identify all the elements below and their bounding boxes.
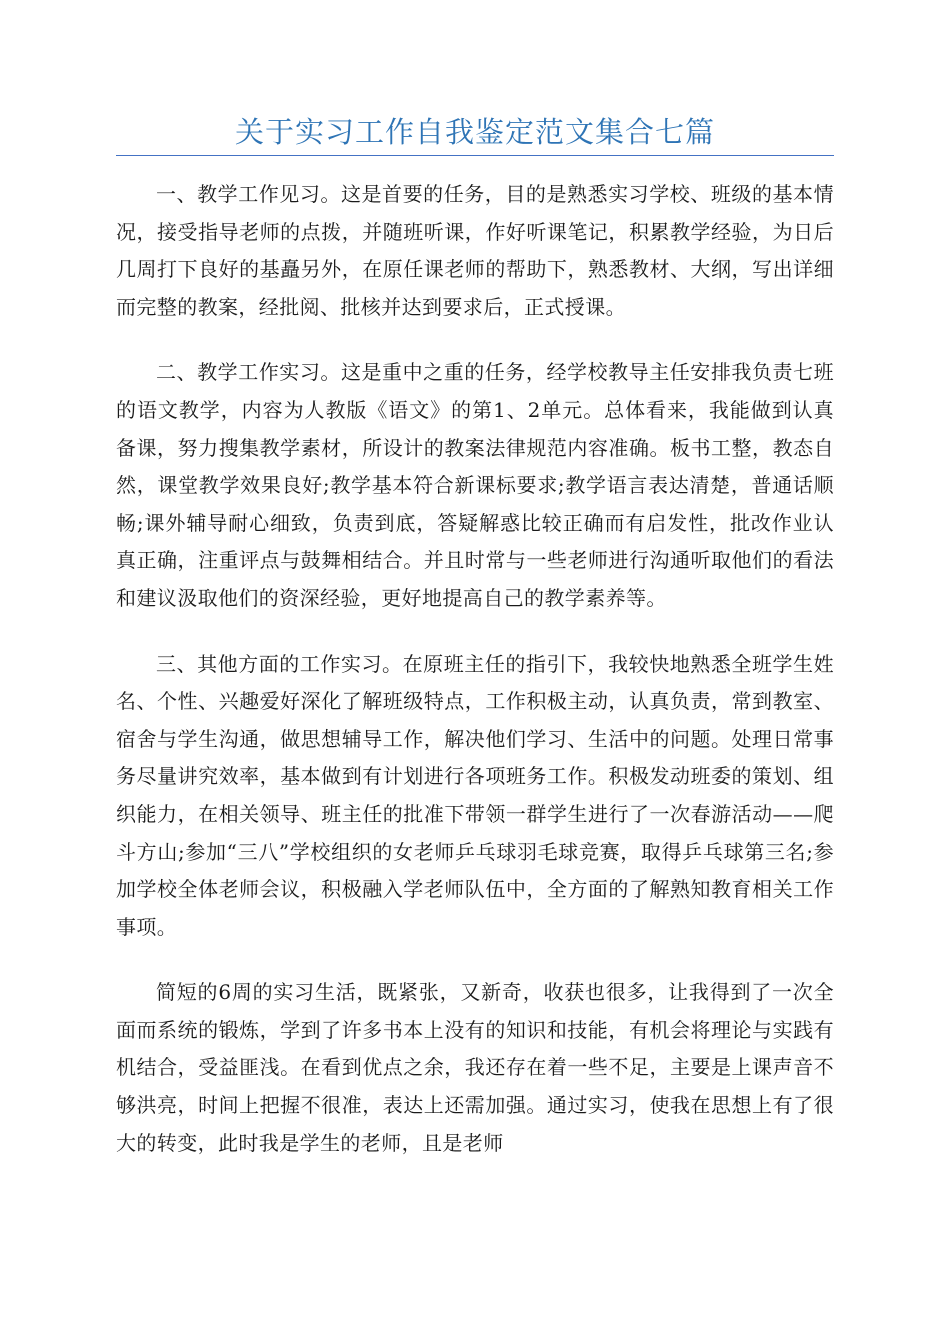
paragraph-3: 三、其他方面的工作实习。在原班主任的指引下，我较快地熟悉全班学生姓名、个性、兴趣爱好深化了解班级特点，工作积极主动，认真负责，常到教室、宿舍与学生沟通，做思想辅导工作，解决他们学习、生活中的问题。处理日常事务尽量讲究效率，基本做到有计划进行各项班务工作。积极发动班委的策划、组织能力，在相关领导、班主任的批准下带领一群学生进行了一次春游活动——爬斗方山;参加“三八”学校组织的女老师乒乓球羽毛球竞赛，取得乒乓球第三名;参加学校全体老师会议，积极融入学老师队伍中，全方面的了解熟知教育相关工作事项。	[116, 651, 834, 939]
paragraph-2: 二、教学工作实习。这是重中之重的任务，经学校教导主任安排我负责七班的语文教学，内容为人教版《语文》的第1、2单元。总体看来，我能做到认真备课，努力搜集教学素材，所设计的教案法律规范内容准确。板书工整，教态自然，课堂教学效果良好;教学基本符合新课标要求;教学语言表达清楚，普通话顺畅;课外辅导耐心细致，负责到底，答疑解惑比较正确而有启发性，批改作业认真正确，注重评点与鼓舞相结合。并且时常与一些老师进行沟通听取他们的看法和建议汲取他们的资深经验，更好地提高自己的教学素养等。	[116, 360, 834, 610]
paragraph-1: 一、教学工作见习。这是首要的任务，目的是熟悉实习学校、班级的基本情况，接受指导老师的点拨，并随班听课，作好听课笔记，积累教学经验，为日后几周打下良好的基矗另外，在原任课老师的帮助下，熟悉教材、大纲，写出详细而完整的教案，经批阅、批核并达到要求后，正式授课。	[116, 182, 834, 319]
document-title: 关于实习工作自我鉴定范文集合七篇	[234, 115, 715, 149]
document-body	[116, 176, 834, 1190]
title-underline	[116, 155, 834, 156]
paragraph-4: 简短的6周的实习生活，既紧张，又新奇，收获也很多，让我得到了一次全面而系统的锻炼，学到了许多书本上没有的知识和技能，有机会将理论与实践有机结合，受益匪浅。在看到优点之余，我还存在着一些不足，主要是上课声音不够洪亮，时间上把握不很准，表达上还需加强。通过实习，使我在思想上有了很大的转变，此时我是学生的老师，且是老师	[116, 980, 834, 1155]
